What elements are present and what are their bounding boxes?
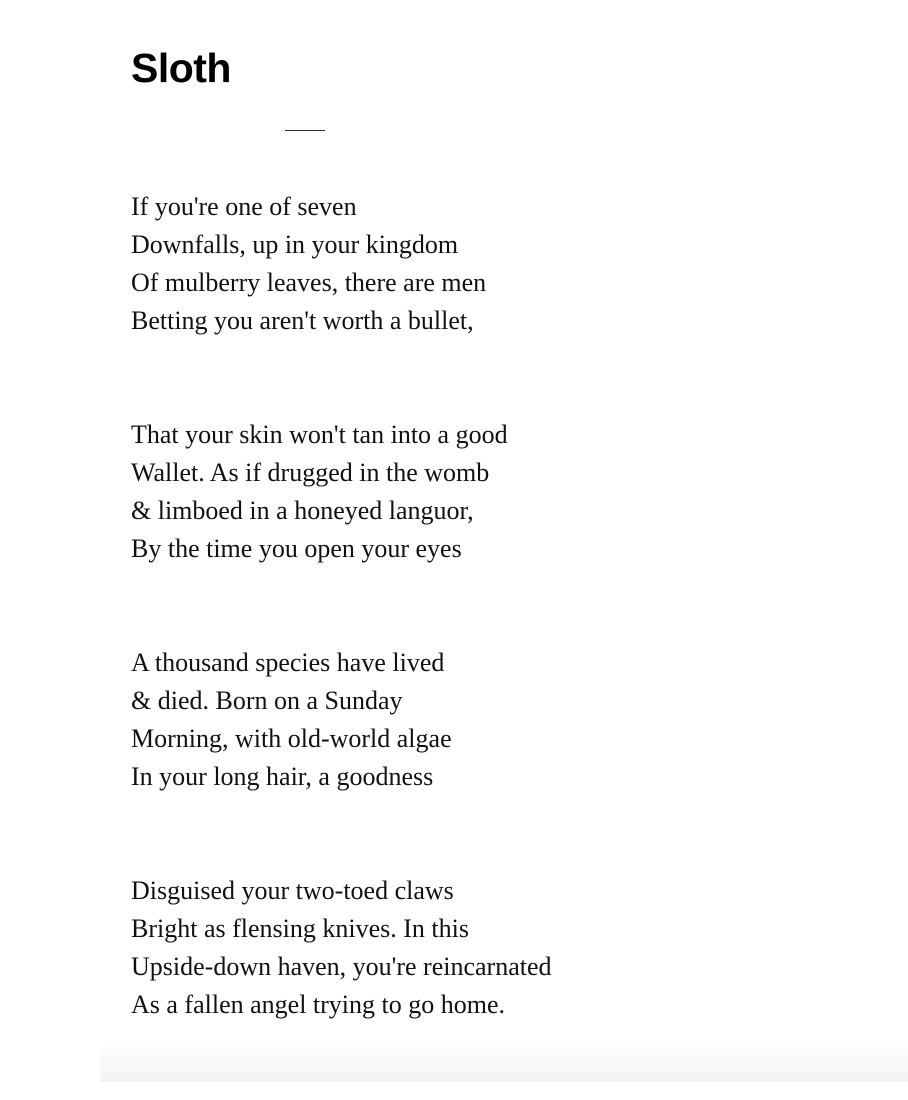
poem-line: That your skin won't tan into a good: [131, 420, 508, 449]
poem-line: Morning, with old-world algae: [131, 724, 452, 753]
poem-title: Sloth: [131, 45, 231, 91]
poem-line: & limboed in a honeyed languor,: [131, 496, 474, 525]
page-bottom-shade: [100, 1042, 908, 1082]
poem-line: & died. Born on a Sunday: [131, 686, 403, 715]
poem-line: In your long hair, a goodness: [131, 762, 434, 791]
poem-line: If you're one of seven: [131, 192, 357, 221]
poem-line: Disguised your two-toed claws: [131, 876, 454, 905]
poem-line: Downfalls, up in your kingdom: [131, 230, 459, 259]
title-divider: [285, 130, 325, 131]
stanza-1: [131, 188, 831, 340]
poem-body: [131, 188, 831, 1100]
poem-line: As a fallen angel trying to go home.: [131, 990, 506, 1019]
poem-line: Wallet. As if drugged in the womb: [131, 458, 490, 487]
poem-line: Betting you aren't worth a bullet,: [131, 306, 474, 335]
poem-line: By the time you open your eyes: [131, 534, 462, 563]
stanza-3: [131, 644, 831, 796]
stanza-4: [131, 872, 831, 1024]
poem-line: A thousand species have lived: [131, 648, 445, 677]
poem-line: Upside-down haven, you're reincarnated: [131, 952, 552, 981]
poem-line: Of mulberry leaves, there are men: [131, 268, 487, 297]
stanza-2: [131, 416, 831, 568]
poem-line: Bright as flensing knives. In this: [131, 914, 469, 943]
